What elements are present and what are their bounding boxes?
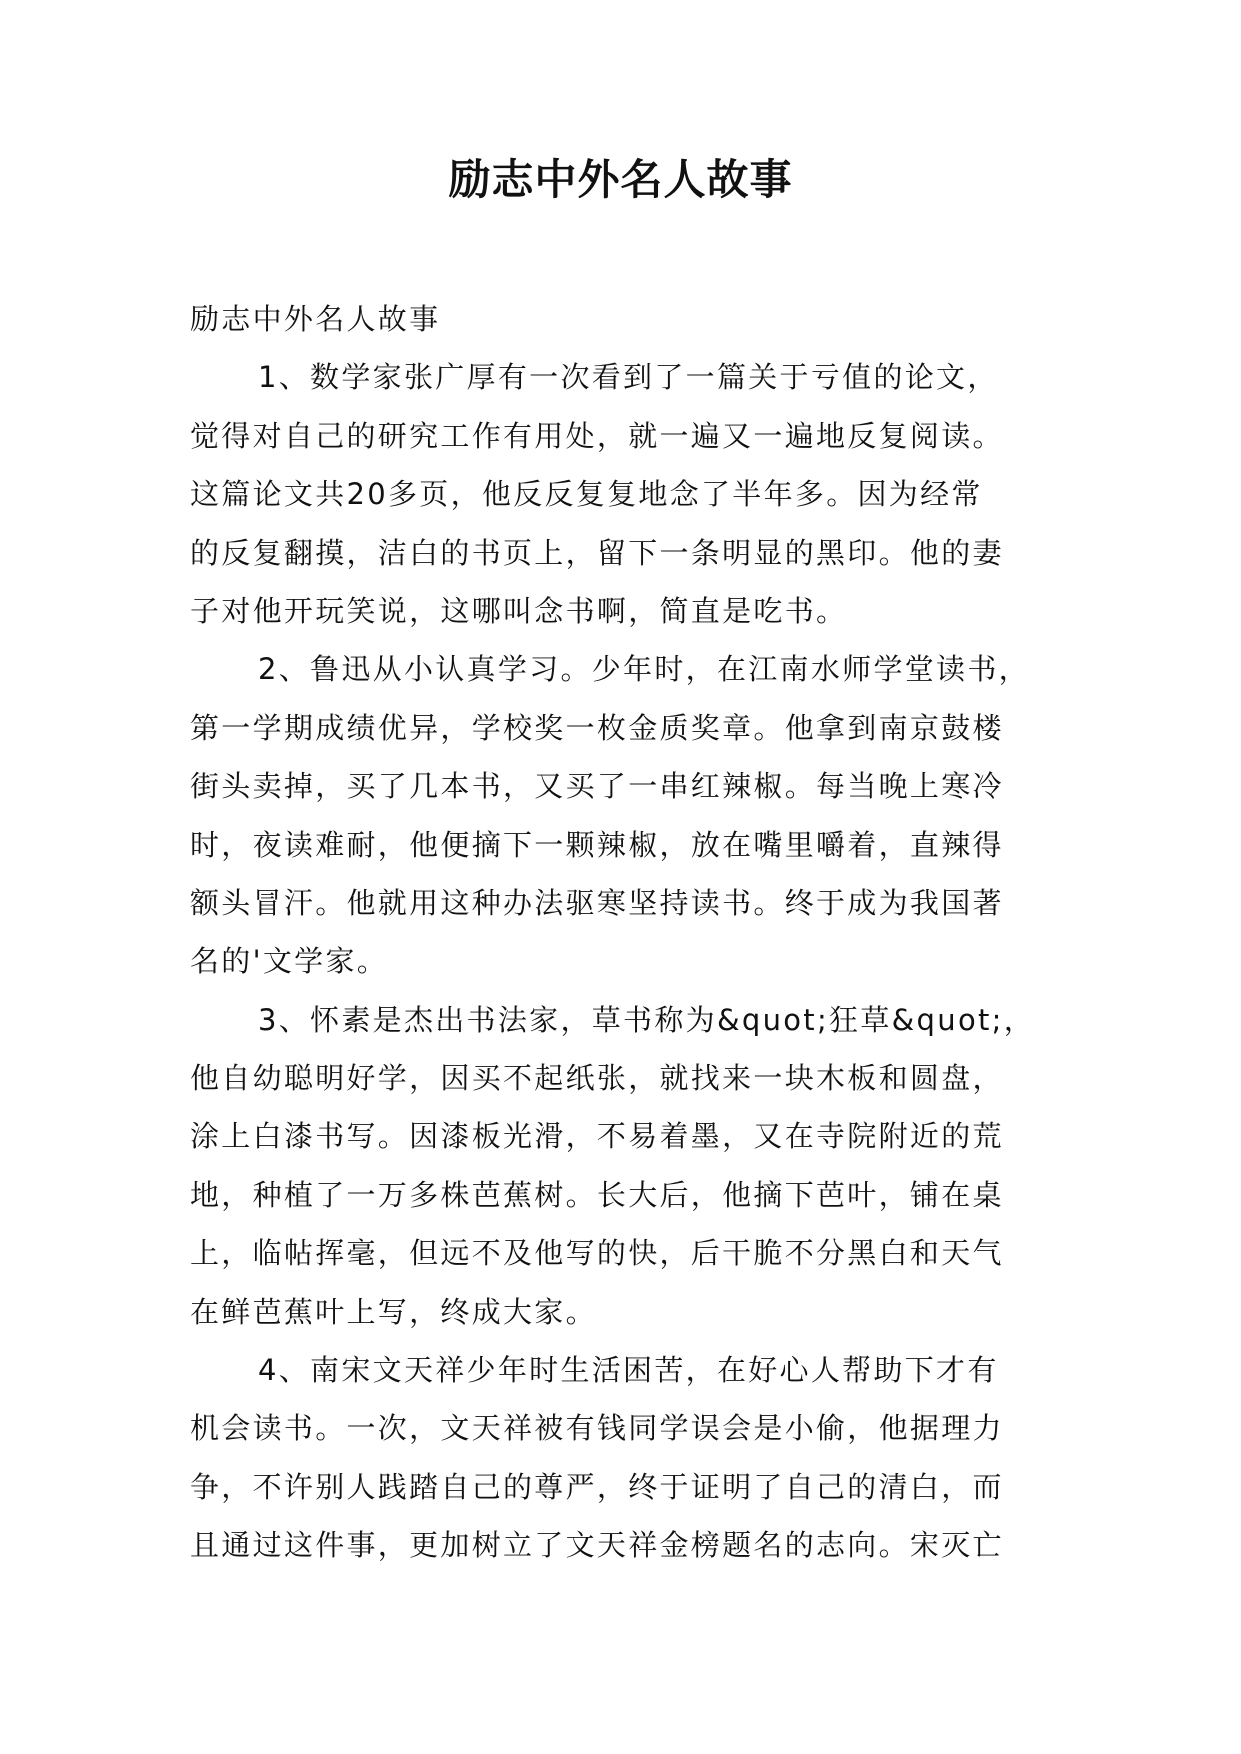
text-line: 时，夜读难耐，他便摘下一颗辣椒，放在嘴里嚼着，直辣得 (190, 827, 1004, 862)
text-line: 上，临帖挥毫，但远不及他写的快，后干脆不分黑白和天气 (190, 1236, 1004, 1271)
document-title: 励志中外名人故事 (448, 155, 793, 204)
text-line: 觉得对自己的研究工作有用处，就一遍又一遍地反复阅读。 (190, 418, 1004, 453)
document-body (190, 290, 1060, 1575)
text-line: 的反复翻摸，洁白的书页上，留下一条明显的黑印。他的妻 (190, 535, 1004, 570)
text-line: 4、南宋文天祥少年时生活困苦，在好心人帮助下才有 (258, 1353, 999, 1388)
text-line: 机会读书。一次，文天祥被有钱同学误会是小偷，他据理力 (190, 1411, 1004, 1446)
text-line: 2、鲁迅从小认真学习。少年时，在江南水师学堂读书， (258, 652, 1030, 687)
text-line: 名的'文学家。 (190, 944, 389, 979)
text-line: 他自幼聪明好学，因买不起纸张，就找来一块木板和圆盘， (190, 1061, 1004, 1096)
text-line: 涂上白漆书写。因漆板光滑，不易着墨，又在寺院附近的荒 (190, 1119, 1004, 1154)
text-line: 争，不许别人践踏自己的尊严，终于证明了自己的清白，而 (190, 1469, 1004, 1504)
text-line: 街头卖掉，买了几本书，又买了一串红辣椒。每当晚上寒冷 (190, 769, 1004, 804)
text-line: 1、数学家张广厚有一次看到了一篇关于亏值的论文， (258, 360, 999, 395)
text-line: 额头冒汗。他就用这种办法驱寒坚持读书。终于成为我国著 (190, 885, 1004, 920)
paragraph-lines (190, 348, 1060, 1574)
text-line: 地，种植了一万多株芭蕉树。长大后，他摘下芭叶，铺在桌 (190, 1177, 1004, 1212)
text-line: 且通过这件事，更加树立了文天祥金榜题名的志向。宋灭亡 (190, 1528, 1004, 1563)
document-heading: 励志中外名人故事 (190, 302, 441, 336)
text-line: 在鲜芭蕉叶上写，终成大家。 (190, 1294, 597, 1329)
text-line: 子对他开玩笑说，这哪叫念书啊，简直是吃书。 (190, 593, 848, 628)
text-line: 第一学期成绩优异，学校奖一枚金质奖章。他拿到南京鼓楼 (190, 710, 1004, 745)
text-line: 3、怀素是杰出书法家，草书称为&quot;狂草&quot;， (258, 1002, 1036, 1037)
text-line: 这篇论文共20多页，他反反复复地念了半年多。因为经常 (190, 477, 983, 512)
